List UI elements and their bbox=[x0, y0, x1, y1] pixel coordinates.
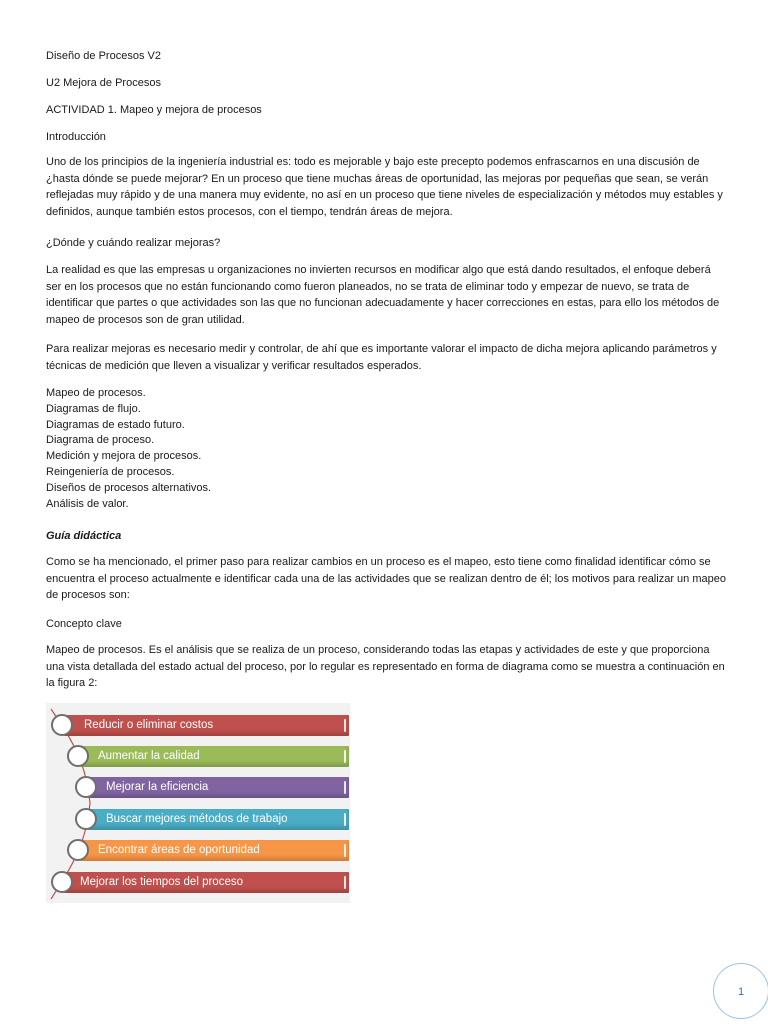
bar-cap-icon bbox=[344, 719, 346, 732]
bar-cap-icon bbox=[344, 876, 346, 889]
list-item: Mapeo de procesos. bbox=[46, 387, 146, 399]
reason-bar-5 bbox=[80, 840, 349, 861]
step-circle-icon bbox=[51, 871, 73, 893]
reason-bar-2 bbox=[80, 746, 349, 767]
reason-label: Mejorar la eficiencia bbox=[106, 781, 209, 793]
page-number-badge bbox=[713, 963, 768, 1019]
page-number: 1 bbox=[737, 986, 745, 998]
reason-label: Mejorar los tiempos del proceso bbox=[80, 876, 243, 888]
concept-paragraph: Mapeo de procesos. Es el análisis que se realiza de un proceso, considerando todas las etapas y actividades de este y que proporciona una vista detallada del estado actual del proceso, por lo regular es representado en forma de diagrama como se muestra a continuación en la figura 2: bbox=[46, 644, 725, 689]
reason-bar-3 bbox=[88, 777, 349, 798]
reason-label: Aumentar la calidad bbox=[98, 750, 200, 762]
step-circle-icon bbox=[51, 714, 73, 736]
list-item: Diagramas de flujo. bbox=[46, 402, 141, 415]
reason-bar-6 bbox=[64, 872, 349, 893]
list-item: Análisis de valor. bbox=[46, 497, 129, 510]
intro-paragraph: Uno de los principios de la ingeniería industrial es: todo es mejorable y bajo este precepto podemos enfrascarnos en una discusión de ¿hasta dónde se puede mejorar? En un proceso que tiene muchas áreas de oportunidad, las mejoras por pequeñas que sean, se verán reflejadas muy rápido y de una manera muy evidente, no así en un proceso que tiene niveles de especialización y métodos muy estables y definidos, aunque también estos procesos, con el tiempo, tendrán áreas de mejora. bbox=[46, 156, 723, 218]
reason-label: Reducir o eliminar costos bbox=[84, 719, 214, 731]
where-paragraph: La realidad es que las empresas u organizaciones no invierten recursos en modificar algo que está dando resultados, el enfoque deberá ser en los procesos que no están funcionando como fueron planeados, no se trata de eliminar todo y empezar de nuevo, se trata de identificar que partes o que actividades son las que no funcionan adecuadamente y hacer correcciones en estas, para ello los métodos de mapeo de procesos son de gran utilidad. bbox=[46, 264, 720, 326]
step-circle-icon bbox=[75, 776, 97, 798]
step-circle-icon bbox=[67, 745, 89, 767]
guide-heading: Guía didáctica bbox=[46, 530, 122, 542]
list-item: Diagramas de estado futuro. bbox=[46, 418, 185, 431]
list-item: Diagrama de proceso. bbox=[46, 434, 155, 447]
course-title: Diseño de Procesos V2 bbox=[46, 50, 161, 62]
where-heading: ¿Dónde y cuándo realizar mejoras? bbox=[46, 237, 221, 249]
bar-cap-icon bbox=[344, 844, 346, 857]
list-item: Medición y mejora de procesos. bbox=[46, 450, 202, 463]
topics-list bbox=[46, 386, 211, 512]
process-mapping-figure bbox=[46, 703, 350, 903]
reason-bar-1 bbox=[64, 715, 349, 736]
guide-paragraph: Como se ha mencionado, el primer paso para realizar cambios en un proceso es el mapeo, esto tiene como finalidad identificar cómo se encuentra el proceso actualmente e identificar cada una de las actividades que se realizan dentro de él; los motivos para realizar un mapeo de procesos son: bbox=[46, 556, 726, 601]
intro-heading: Introducción bbox=[46, 131, 106, 143]
step-circle-icon bbox=[75, 808, 97, 830]
unit-title: U2 Mejora de Procesos bbox=[46, 77, 161, 89]
bar-cap-icon bbox=[344, 750, 346, 763]
reason-label: Buscar mejores métodos de trabajo bbox=[106, 813, 288, 825]
list-item: Reingeniería de procesos. bbox=[46, 465, 175, 478]
bar-cap-icon bbox=[344, 781, 346, 794]
measure-paragraph: Para realizar mejoras es necesario medir y controlar, de ahí que es importante valorar el impacto de dicha mejora aplicando parámetros y técnicas de medición que lleven a visualizar y verificar resultados esperados. bbox=[46, 343, 717, 372]
list-item: Diseños de procesos alternativos. bbox=[46, 481, 212, 494]
bar-cap-icon bbox=[344, 813, 346, 826]
activity-title: ACTIVIDAD 1. Mapeo y mejora de procesos bbox=[46, 104, 262, 116]
step-circle-icon bbox=[67, 839, 89, 861]
reason-label: Encontrar áreas de oportunidad bbox=[98, 844, 260, 856]
reason-bar-4 bbox=[88, 809, 349, 830]
concept-heading: Concepto clave bbox=[46, 618, 122, 630]
